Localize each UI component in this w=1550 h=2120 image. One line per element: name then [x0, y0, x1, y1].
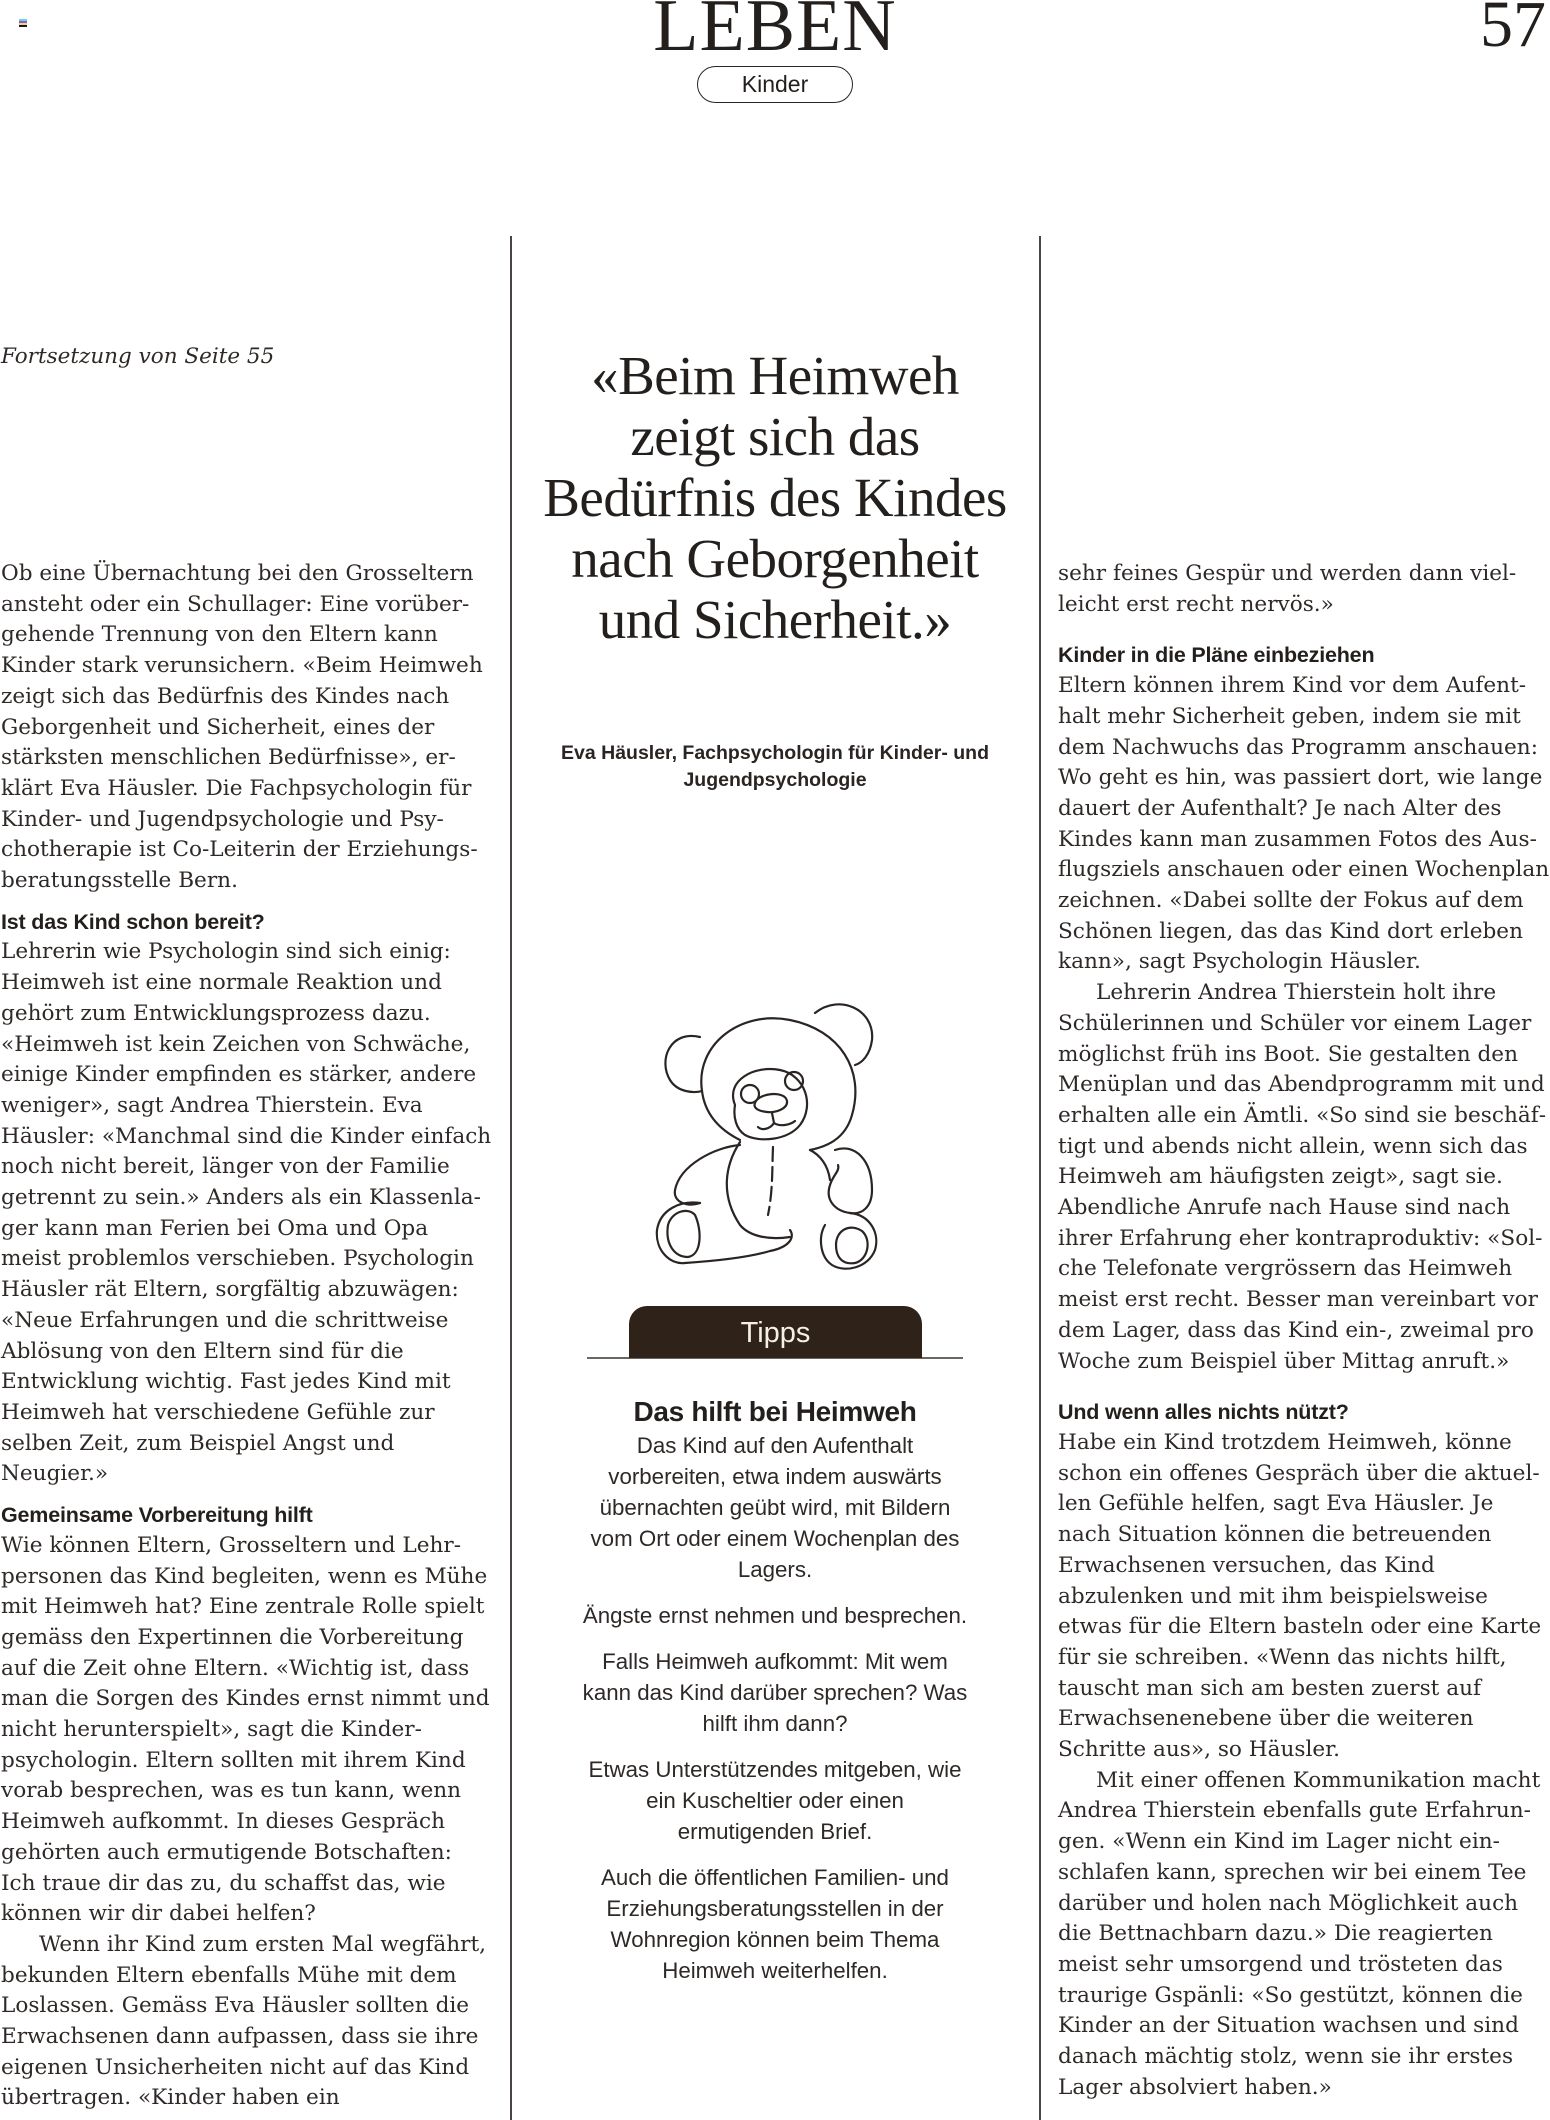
- column-divider-left: [510, 236, 512, 2120]
- tipps-tab: Tipps: [629, 1306, 922, 1358]
- paragraph-continuation: sehr feines Gespür und werden dann vielleicht erst recht nervös.»: [1058, 561, 1517, 617]
- paragraph-thierstein: Lehrerin Andrea Thierstein holt ihre Schülerinnen und Schüler vor einem Lager möglichst früh ins Boot. Sie gestalten den Menüplan und das Abendprogramm mit und erhalten alle ein Ämtli. «So sind sie beschäftigt und abends nicht allein, wenn sich das Heimweh am häufigsten zeigt», sagt sie. Abendliche Anrufe nach Hause sind nach ihrer Erfahrung eher kontraproduktiv: «Solche Telefonate vergrössern das Heimweh meist erst recht. Besser man vereinbart vor dem Lager, dass das Kind ein-, zweimal pro Woche zum Beispiel über Mittag anruft.»: [1058, 980, 1547, 1374]
- left-column: [1, 559, 493, 2114]
- paragraph-kommunikation: Mit einer offenen Kommunikation macht Andrea Thierstein ebenfalls gute Erfahrungen. «Wenn ein Kind im Lager nicht einschlafen kann, sprechen wir bei einem Tee darüber und holen nach Möglichkeit auch die Bettnachbarn dazu.» Die reagierten meist sehr umsorgend und trösteten das traurige Gspänli: «So gestützt, können die Kinder an der Situation wachsen und sind danach mächtig stolz, wenn sie ihr erstes Lager absolviert haben.»: [1058, 1767, 1541, 2100]
- right-column: [1058, 559, 1550, 2103]
- printer-color-bar: [19, 19, 27, 27]
- intro-paragraph: Ob eine Übernachtung bei den Grosseltern ansteht oder ein Schullager: Eine vorübergehende Trennung von den Eltern kann Kinder stark verunsichern. «Beim Heimweh zeigt sich das Bedürfnis des Kindes nach Geborgenheit und Sicherheit, eines der stärksten menschlichen Bedürfnisse», erklärt Eva Häusler. Die Fachpsychologin für Kinder- und Jugendpsychologie und Psychotherapie ist Co-Leiterin der Erziehungsberatungsstelle Bern.: [1, 561, 483, 894]
- column-divider-right: [1039, 236, 1041, 2120]
- tipps-item: Auch die öffentlichen Familien- und Erziehungsberatungsstellen in der Wohnregion können beim Thema Heimweh weiterhelfen.: [601, 1865, 949, 1983]
- pull-quote-source: Eva Häusler, Fachpsychologin für Kinder- und Jugendpsychologie: [561, 742, 989, 791]
- tipps-box: [580, 1394, 970, 2001]
- subheading-plaene: Kinder in die Pläne einbeziehen: [1058, 643, 1375, 668]
- tipps-item: Das Kind auf den Aufenthalt vorbereiten, etwa indem auswärts übernachten geübt wird, mit Bildern vom Ort oder einem Wochenplan des Lagers.: [590, 1433, 960, 1582]
- teddy-bear-icon: [640, 975, 910, 1275]
- continuation-note: Fortsetzung von Seite 55: [1, 344, 275, 369]
- paragraph-loslassen: Wenn ihr Kind zum ersten Mal wegfährt, bekunden Eltern ebenfalls Mühe mit dem Loslassen. Gemäss Eva Häusler sollten die Erwachsenen dann aufpassen, dass sie ihre eigenen Unsicherheiten nicht auf das Kind übertragen. «Kinder haben ein: [1, 1931, 487, 2111]
- paragraph-nichts-nuetzt: Habe ein Kind trotzdem Heimweh, könne schon ein offenes Gespräch über die aktuellen Gefühle helfen, sagt Eva Häusler. Je nach Situation können die betreuenden Erwachsenen versuchen, das Kind abzulenken und mit ihm beispielsweise etwas für die Eltern basteln oder eine Karte für sie schreiben. «Wenn das nichts hilft, tauscht man sich am besten zuerst auf Erwachsenenebene über die weiteren Schritte aus», so Häusler.: [1058, 1429, 1542, 1763]
- rubric-pill: Kinder: [697, 66, 853, 103]
- page-number: 57: [1480, 0, 1546, 61]
- color-swatch-black: [19, 25, 27, 27]
- section-title: LEBEN: [653, 0, 897, 67]
- paragraph-vorbereitung: Wie können Eltern, Grosseltern und Lehrpersonen das Kind begleiten, wenn es Mühe mit Heimweh hat? Eine zentrale Rolle spielt gemäss den Expertinnen die Vorbereitung auf die Zeit ohne Eltern. «Wichtig ist, dass man die Sorgen des Kindes ernst nimmt und nicht herunterspielt», sagt die Kinderpsychologin. Eltern sollten mit ihrem Kind vorab besprechen, was es tun kann, wenn Heimweh aufkommt. In dieses Gespräch gehörten auch ermutigende Botschaften: Ich traue dir das zu, du schaffst das, wie können wir dir dabei helfen?: [1, 1532, 490, 1927]
- subheading-bereit: Ist das Kind schon bereit?: [1, 909, 265, 934]
- subheading-vorbereitung: Gemeinsame Vorbereitung hilft: [1, 1503, 313, 1528]
- subheading-nichts-nuetzt: Und wenn alles nichts nützt?: [1058, 1400, 1349, 1425]
- tipps-item: Etwas Unterstützendes mitgeben, wie ein Kuscheltier oder einen ermutigenden Brief.: [588, 1757, 962, 1844]
- tipps-item: Ängste ernst nehmen und besprechen.: [582, 1603, 968, 1628]
- paragraph-bereit: Lehrerin wie Psychologin sind sich einig: Heimweh ist eine normale Reaktion und gehört zum Entwicklungsprozess dazu. «Heimweh ist kein Zeichen von Schwäche, einige Kinder empfinden es stärker, andere weniger», sagt Andrea Thierstein. Eva Häusler: «Manchmal sind die Kinder einfach noch nicht bereit, länger von der Familie getrennt zu sein.» Anders als ein Klassenlager kann man Ferien bei Oma und Opa meist problemlos verschieben. Psychologin Häusler rät Eltern, sorgfältig abzuwägen: «Neue Erfahrungen und die schrittweise Ablösung von den Eltern sind für die Entwicklung wichtig. Fast jedes Kind mit Heimweh hat verschiedene Gefühle zur selben Zeit, zum Beispiel Angst und Neugier.»: [1, 939, 492, 1487]
- tipps-item: Falls Heimweh aufkommt: Mit wem kann das Kind darüber sprechen? Was hilft ihm dann?: [582, 1649, 968, 1736]
- tipps-heading: Das hilft bei Heimweh: [633, 1396, 917, 1427]
- pull-quote: «Beim Heimweh zeigt sich das Bedürfnis des Kindes nach Geborgenheit und Sicherheit.»: [543, 345, 1007, 650]
- paragraph-plaene: Eltern können ihrem Kind vor dem Aufenthalt mehr Sicherheit geben, indem sie mit dem Nachwuchs das Programm anschauen: Wo geht es hin, was passiert dort, wie lange dauert der Aufenthalt? Je nach Alter des Kindes kann man zusammen Fotos des Ausflugsziels anschauen oder einen Wochenplan zeichnen. «Dabei sollte der Fokus auf dem Schönen liegen, das das Kind dort erleben kann», sagt Psychologin Häusler.: [1058, 673, 1550, 975]
